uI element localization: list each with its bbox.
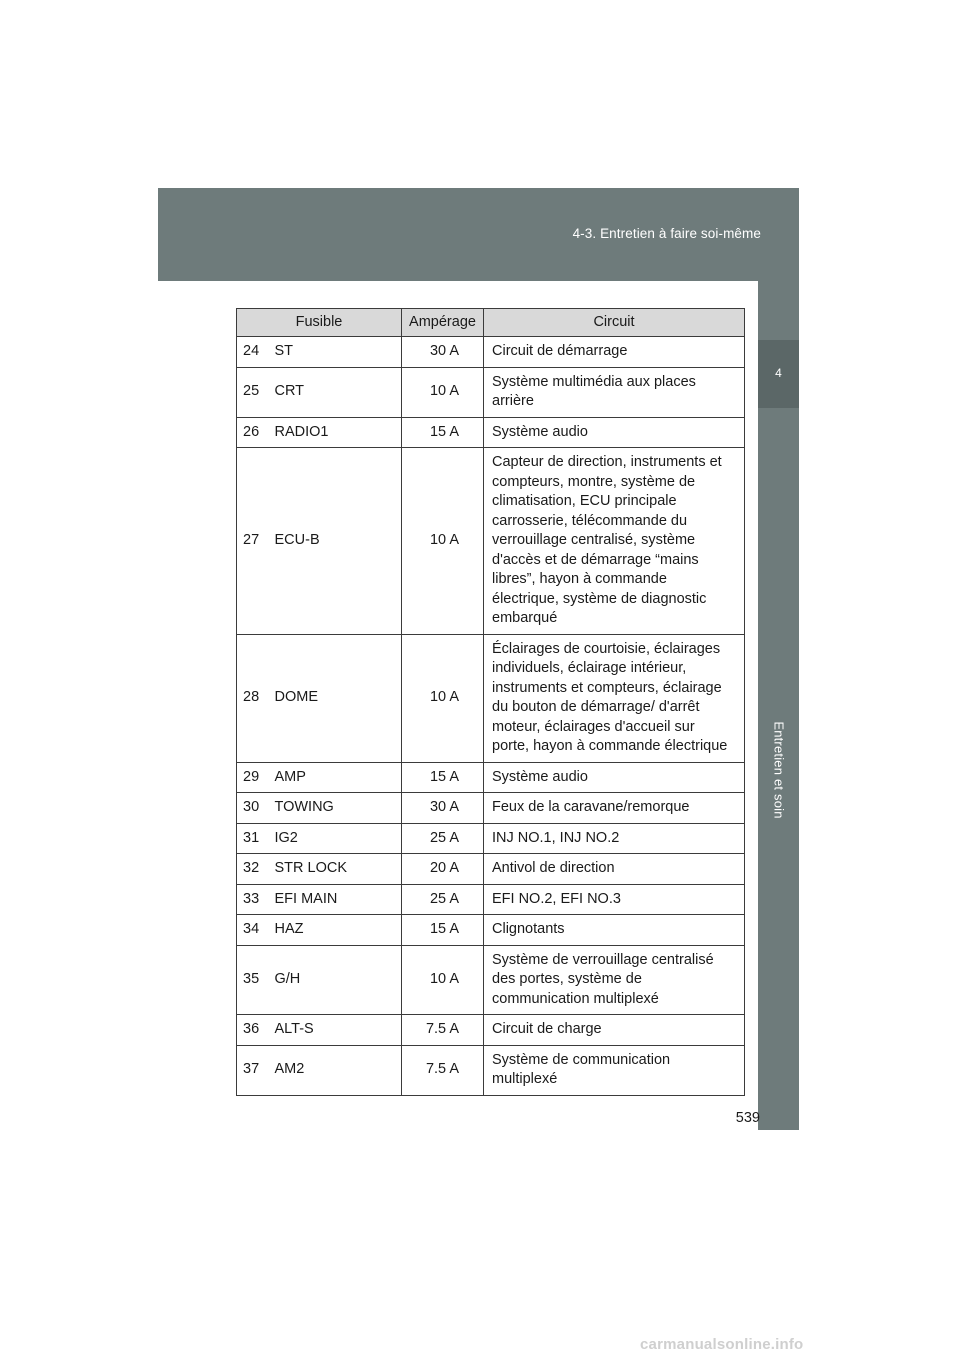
table-row — [237, 367, 745, 417]
fuse-name-cell: ALT-S — [269, 1015, 402, 1046]
table-header-row — [237, 309, 745, 337]
fuse-number-cell: 25 — [237, 367, 269, 417]
fuse-table — [236, 308, 745, 1096]
chapter-number: 4 — [775, 366, 782, 380]
fuse-name-cell: RADIO1 — [269, 417, 402, 448]
circuit-cell: Clignotants — [484, 915, 745, 946]
amperage-cell: 10 A — [402, 634, 484, 762]
fuse-number-cell: 29 — [237, 762, 269, 793]
fuse-name-cell: DOME — [269, 634, 402, 762]
fuse-name-cell: HAZ — [269, 915, 402, 946]
fuse-name-cell: ST — [269, 337, 402, 368]
amperage-cell: 10 A — [402, 448, 484, 635]
table-row — [237, 854, 745, 885]
amperage-cell: 30 A — [402, 793, 484, 824]
fuse-number-cell: 30 — [237, 793, 269, 824]
circuit-cell: Système multimédia aux places arrière — [484, 367, 745, 417]
amperage-cell: 10 A — [402, 367, 484, 417]
section-header-bar — [158, 188, 799, 281]
table-row — [237, 1045, 745, 1095]
table-row — [237, 884, 745, 915]
circuit-cell: Feux de la caravane/remorque — [484, 793, 745, 824]
fuse-number-cell: 35 — [237, 945, 269, 1015]
watermark: carmanualsonline.info — [640, 1336, 804, 1353]
chapter-number-block — [758, 340, 799, 408]
fuse-name-cell: TOWING — [269, 793, 402, 824]
table-body — [237, 337, 745, 1096]
amperage-cell: 15 A — [402, 417, 484, 448]
amperage-cell: 25 A — [402, 823, 484, 854]
fuse-number-cell: 34 — [237, 915, 269, 946]
column-header-amperage: Ampérage — [402, 309, 484, 337]
fuse-name-cell: AMP — [269, 762, 402, 793]
fuse-number-cell: 33 — [237, 884, 269, 915]
fuse-number-cell: 27 — [237, 448, 269, 635]
circuit-cell: Système audio — [484, 762, 745, 793]
table-row — [237, 1015, 745, 1046]
chapter-side-tab — [758, 281, 799, 1130]
fuse-number-cell: 37 — [237, 1045, 269, 1095]
amperage-cell: 10 A — [402, 945, 484, 1015]
fuse-name-cell: STR LOCK — [269, 854, 402, 885]
amperage-cell: 20 A — [402, 854, 484, 885]
circuit-cell: INJ NO.1, INJ NO.2 — [484, 823, 745, 854]
table-row — [237, 337, 745, 368]
table-row — [237, 915, 745, 946]
circuit-cell: EFI NO.2, EFI NO.3 — [484, 884, 745, 915]
amperage-cell: 15 A — [402, 762, 484, 793]
fuse-number-cell: 31 — [237, 823, 269, 854]
fuse-name-cell: G/H — [269, 945, 402, 1015]
column-header-circuit: Circuit — [484, 309, 745, 337]
circuit-cell: Capteur de direction, instruments et compteurs, montre, système de climatisation, ECU principale carrosserie, télécommande du verrouillage centralisé, système d'accès et de démarrage “mains libres”, hayon à commande électrique, système de diagnostic embarqué — [484, 448, 745, 635]
fuse-name-cell: CRT — [269, 367, 402, 417]
table-row — [237, 417, 745, 448]
fuse-number-cell: 28 — [237, 634, 269, 762]
section-title: 4-3. Entretien à faire soi-même — [572, 226, 761, 241]
fuse-number-cell: 32 — [237, 854, 269, 885]
fuse-number-cell: 26 — [237, 417, 269, 448]
amperage-cell: 15 A — [402, 915, 484, 946]
amperage-cell: 7.5 A — [402, 1015, 484, 1046]
amperage-cell: 7.5 A — [402, 1045, 484, 1095]
circuit-cell: Circuit de démarrage — [484, 337, 745, 368]
fuse-name-cell: IG2 — [269, 823, 402, 854]
amperage-cell: 25 A — [402, 884, 484, 915]
table-row — [237, 945, 745, 1015]
table-row — [237, 762, 745, 793]
circuit-cell: Circuit de charge — [484, 1015, 745, 1046]
table-row — [237, 793, 745, 824]
circuit-cell: Système de verrouillage centralisé des portes, système de communication multiplexé — [484, 945, 745, 1015]
circuit-cell: Antivol de direction — [484, 854, 745, 885]
circuit-cell: Système de communication multiplexé — [484, 1045, 745, 1095]
fuse-name-cell: AM2 — [269, 1045, 402, 1095]
chapter-label: Entretien et soin — [771, 721, 787, 819]
page-number: 539 — [735, 1110, 760, 1126]
table-row — [237, 634, 745, 762]
table-row — [237, 823, 745, 854]
fuse-name-cell: EFI MAIN — [269, 884, 402, 915]
fuse-number-cell: 24 — [237, 337, 269, 368]
circuit-cell: Éclairages de courtoisie, éclairages individuels, éclairage intérieur, instruments et compteurs, éclairage du bouton de démarrage/ d'arrêt moteur, éclairages d'accueil sur porte, hayon à commande électrique — [484, 634, 745, 762]
table-row — [237, 448, 745, 635]
circuit-cell: Système audio — [484, 417, 745, 448]
fuse-name-cell: ECU-B — [269, 448, 402, 635]
amperage-cell: 30 A — [402, 337, 484, 368]
fuse-number-cell: 36 — [237, 1015, 269, 1046]
column-header-fusible: Fusible — [237, 309, 402, 337]
